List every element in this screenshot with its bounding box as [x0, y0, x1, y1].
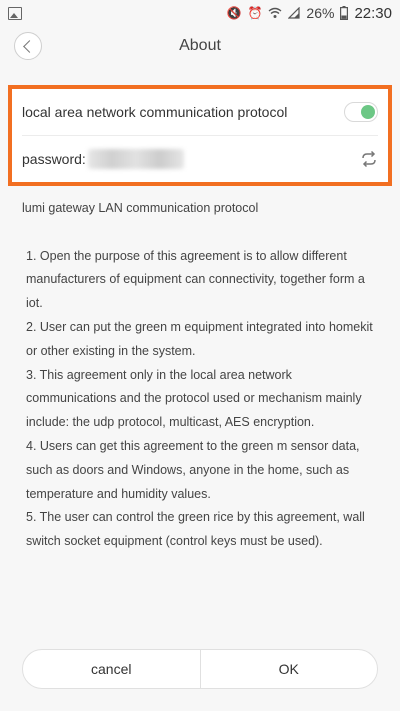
password-row: [22, 136, 378, 182]
cancel-button[interactable]: cancel: [91, 661, 132, 677]
status-bar: [0, 0, 400, 26]
agreement-item: 5. The user can control the green rice by this agreement, wall switch socket equipment (control keys must be used).: [26, 510, 365, 549]
agreement-item: 3. This agreement only in the local area network communications and the protocol used or mechanism mainly include: the udp protocol, multicast, AES encryption.: [26, 367, 362, 430]
protocol-toggle-row: [22, 89, 378, 136]
agreement-item: 4. Users can get this agreement to the green m sensor data, such as doors and Windows, anyone in the home, such as temperature and humidity values.: [26, 438, 360, 501]
battery-icon: [340, 6, 348, 20]
ok-button[interactable]: OK: [278, 661, 299, 677]
protocol-label: local area network communication protocol: [22, 104, 288, 120]
agreement-title: lumi gateway LAN communication protocol: [22, 201, 259, 215]
protocol-settings-card: [8, 85, 392, 186]
password-label: password:: [22, 151, 86, 167]
signal-icon: [288, 7, 300, 19]
back-button[interactable]: [14, 32, 42, 60]
chevron-left-icon: [23, 40, 36, 53]
battery-percentage: 26%: [306, 5, 335, 21]
agreement-item: 2. User can put the green m equipment integrated into homekit or other existing in the system.: [26, 319, 373, 358]
wifi-icon: [268, 7, 282, 19]
app-header: [0, 26, 400, 66]
agreement-item: 1. Open the purpose of this agreement is to allow different manufacturers of equipment can connectivity, together form a iot.: [26, 248, 365, 311]
alarm-icon: ⏰: [247, 6, 263, 20]
dialog-footer: [22, 649, 378, 689]
page-title: About: [179, 37, 221, 54]
clock: 22:30: [354, 4, 392, 22]
refresh-icon[interactable]: [360, 150, 378, 168]
agreement-list: [22, 245, 382, 554]
protocol-toggle[interactable]: [344, 102, 378, 122]
mute-icon: 🔇: [226, 6, 242, 20]
agreement-content: [22, 197, 382, 554]
gallery-icon: [8, 7, 22, 20]
password-value-blurred: [88, 149, 184, 169]
toggle-knob: [361, 105, 375, 119]
